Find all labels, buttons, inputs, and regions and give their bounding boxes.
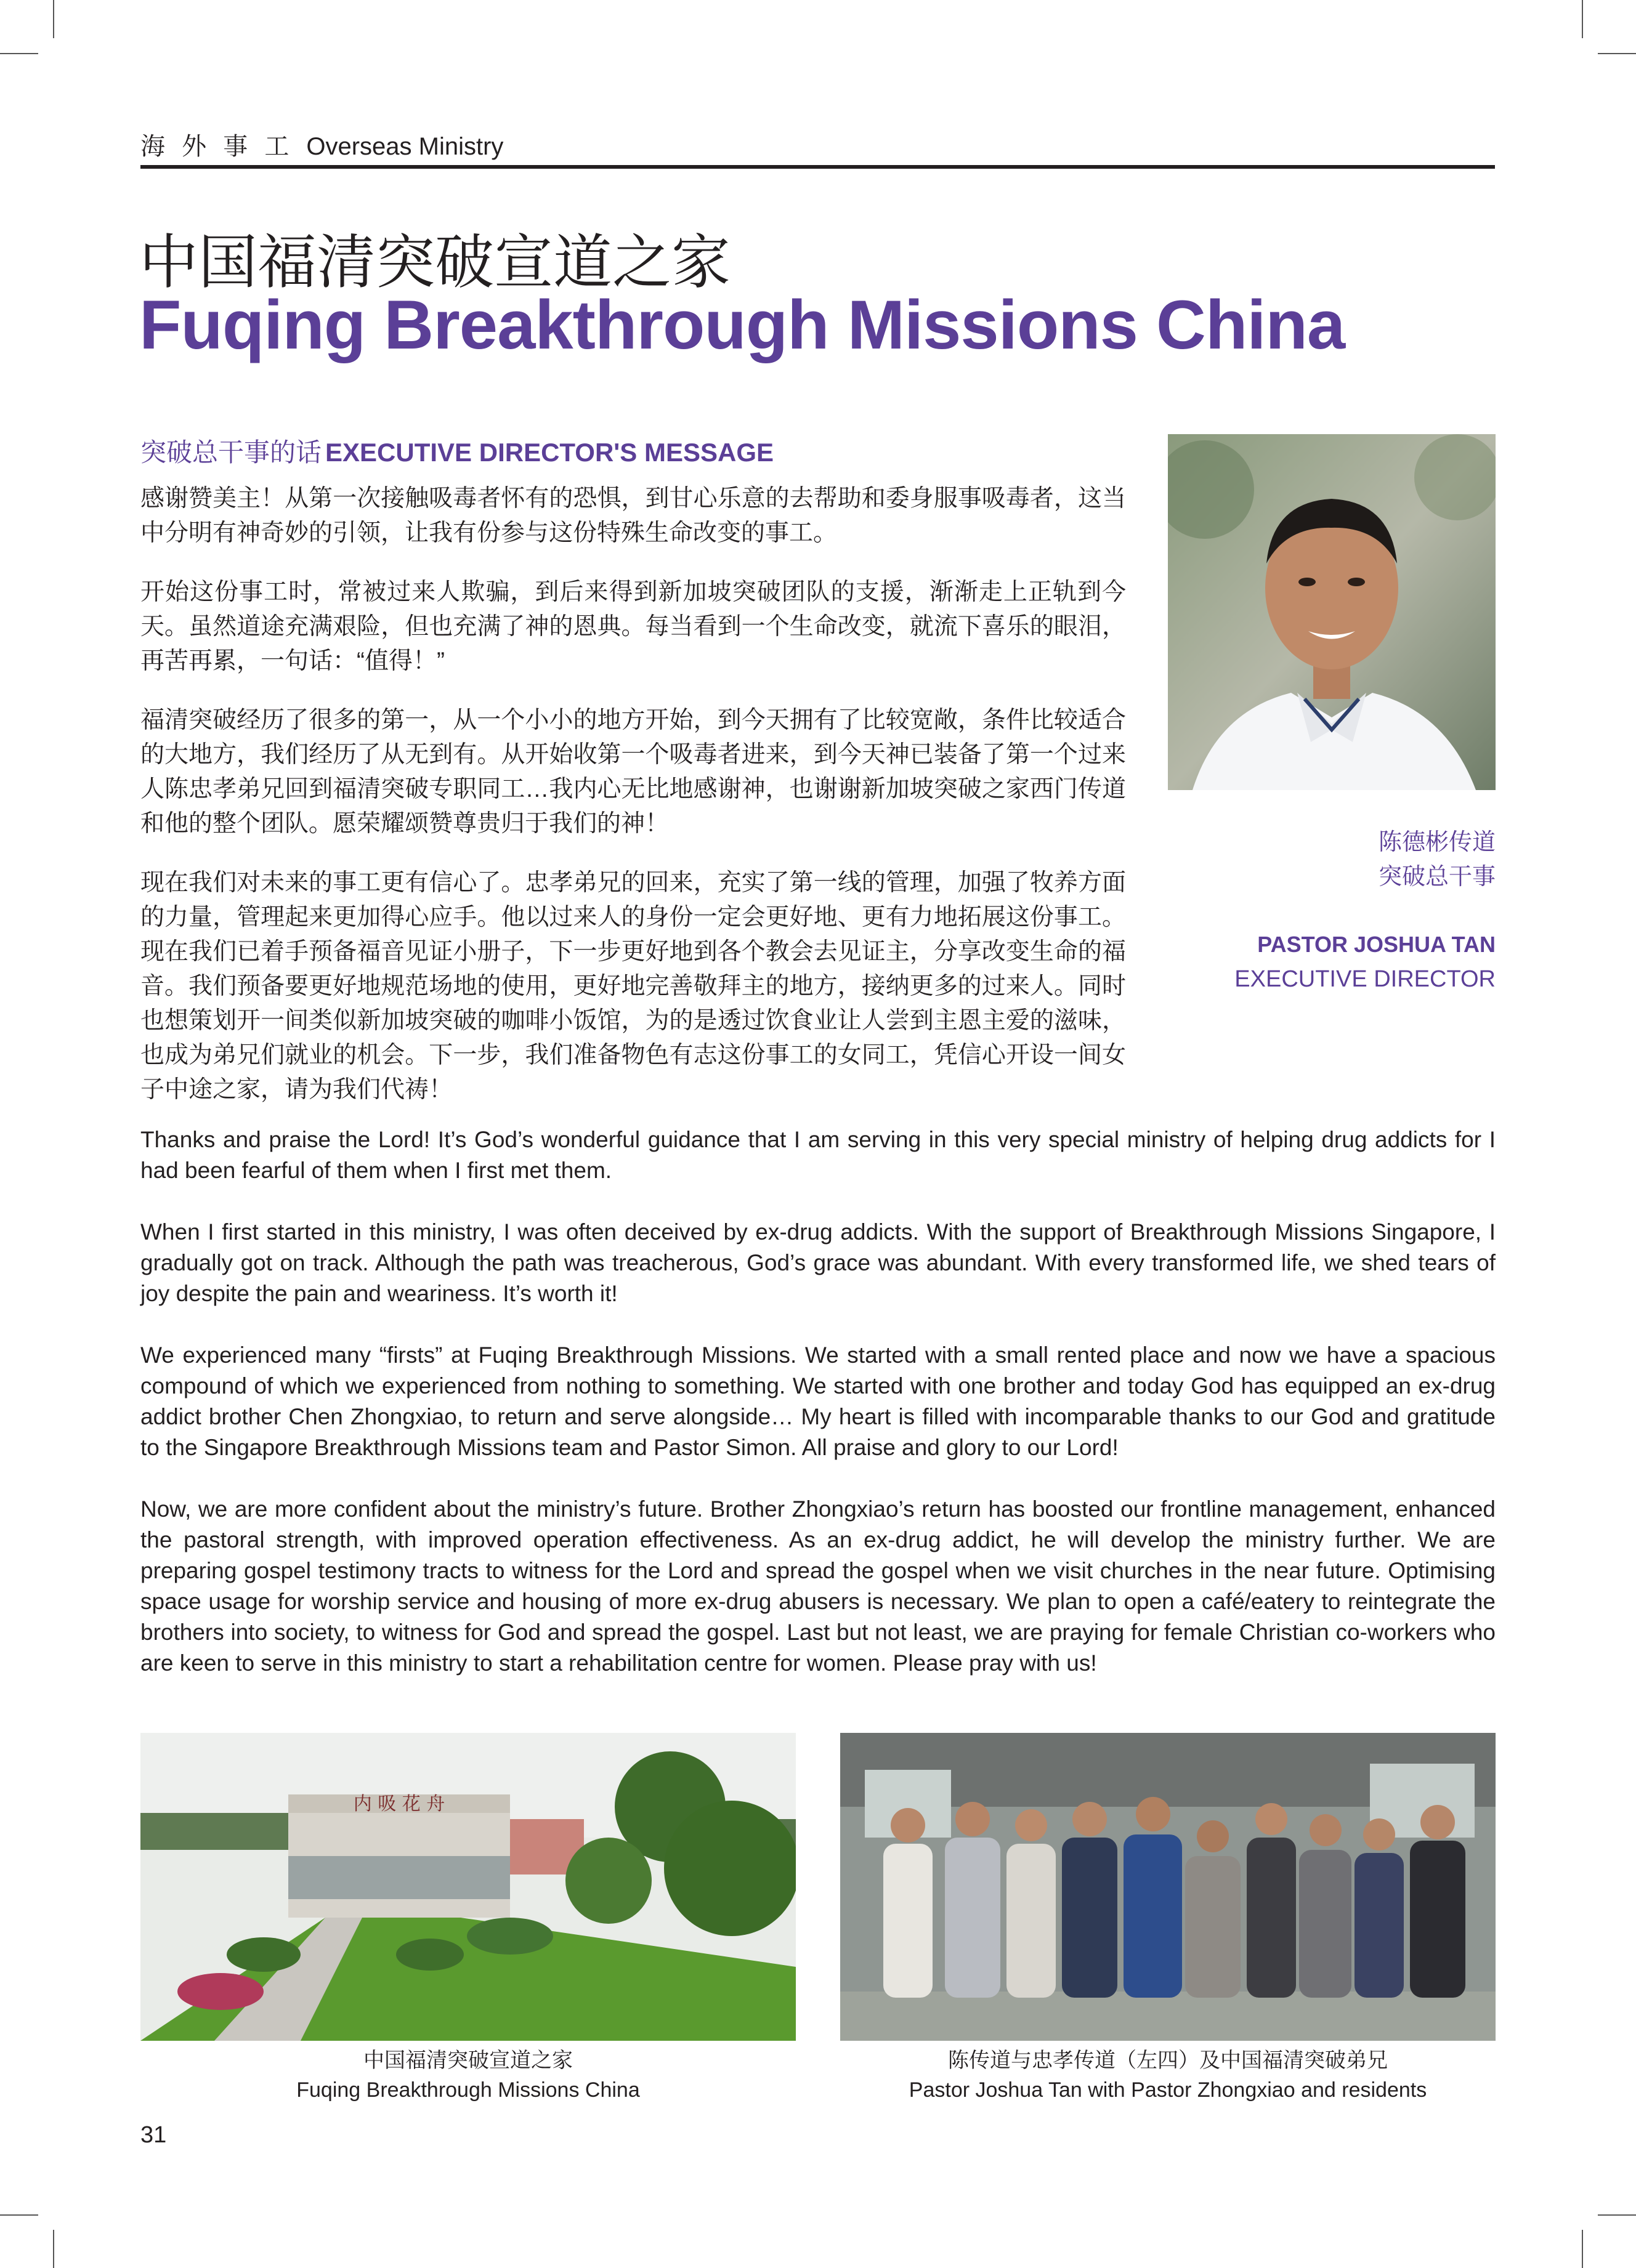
page-title-zh: 中国福清突破宣道之家 <box>139 230 731 296</box>
english-message <box>140 1124 1496 1709</box>
en-paragraph: Now, we are more confident about the ministry’s future. Brother Zhongxiao’s return has boosted our frontline management, enhanced the pastoral strength, with improved operation effectiveness. As an ex-drug addict, he will develop the ministry further. We are preparing gospel testimony tracts to witness for the Lord and spread the gospel when we visit churches in the near future. Optimising space usage for worship service and housing of more ex-drug abusers is necessary. We plan to open a café/eatery to reintegrate the brothers into society, to witness for God and spread the gospel. Last but not least, we are praying for female Christian co-workers who are keen to serve in this ministry to start a rehabilitation centre for women. Please pray with us! <box>140 1496 1496 1676</box>
photo-caption-en: Fuqing Breakthrough Missions China <box>296 2078 640 2102</box>
compound-photo-caption <box>140 2046 796 2105</box>
zh-paragraph: 现在我们对未来的事工更有信心了。忠孝弟兄的回来，充实了第一线的管理，加强了牧养方面的力量，管理起来更加得心应手。他以过来人的身份一定会更好地、更有力地拓展这份事工。现在我们已着手预备福音见证小册子，下一步更好地到各个教会去见证主，分享改变生命的福音。我们预备要更好地规范场地的使用，更好地完善敬拜主的地方，接纳更多的过来人。同时也想策划开一间类似新加坡突破的咖啡小饭馆，为的是透过饮食业让人尝到主恩主爱的滋味，也成为弟兄们就业的机会。下一步，我们准备物色有志这份事工的女同工，凭信心开设一间女子中途之家，请为我们代祷！ <box>140 870 1126 1103</box>
photo-caption-zh: 中国福清突破宣道之家 <box>363 2049 573 2072</box>
header-rule <box>140 165 1495 169</box>
crop-mark <box>53 2230 54 2268</box>
en-paragraph: When I first started in this ministry, I was often deceived by ex-drug addicts. With the support of Breakthrough Missions Singapore, I gradually got on track. Although the path was treacherous, God’s grace was abundant. With every transformed life, we shed tears of joy despite the pain and weariness. It’s worth it! <box>140 1219 1496 1306</box>
chinese-message <box>140 482 1126 1132</box>
compound-photo <box>140 1733 796 2041</box>
crop-mark <box>1598 53 1636 54</box>
photo-caption-zh: 陈传道与忠孝传道（左四）及中国福清突破弟兄 <box>948 2049 1388 2072</box>
crop-mark <box>1582 0 1583 38</box>
section-heading-en: EXECUTIVE DIRECTOR'S MESSAGE <box>325 438 774 467</box>
crop-mark <box>0 2214 38 2216</box>
page-title-en: Fuqing Breakthrough Missions China <box>139 286 1345 363</box>
portrait-illustration <box>1168 434 1496 790</box>
zh-paragraph: 开始这份事工时，常被过来人欺骗，到后来得到新加坡突破团队的支援，渐渐走上正轨到今天。虽然道途充满艰险，但也充满了神的恩典。每当看到一个生命改变，就流下喜乐的眼泪，再苦再累，一句话：“值得！” <box>140 579 1126 674</box>
building-sign: 内 吸 花 舟 <box>353 1793 445 1815</box>
portrait-photo <box>1168 434 1496 790</box>
group-photo <box>840 1733 1496 2041</box>
en-paragraph: We experienced many “firsts” at Fuqing Breakthrough Missions. We started with a small rented place and now we have a spacious compound of which we experienced from nothing to something. We started with one brother and today God has equipped an ex-drug addict brother Chen Zhongxiao, to return and serve alongside… My heart is filled with incomparable thanks to our God and gratitude to the Singapore Breakthrough Missions team and Pastor Simon. All praise and glory to our Lord! <box>140 1342 1496 1460</box>
caption-role-en: EXECUTIVE DIRECTOR <box>1234 966 1496 992</box>
compound-illustration <box>140 1733 796 2041</box>
section-heading <box>140 432 774 469</box>
running-header <box>140 127 1496 162</box>
page-number: 31 <box>140 2122 167 2148</box>
caption-name-en: PASTOR JOSHUA TAN <box>1257 932 1496 957</box>
header-en: Overseas Ministry <box>306 133 504 160</box>
photo-caption-en: Pastor Joshua Tan with Pastor Zhongxiao and residents <box>909 2078 1427 2102</box>
header-zh: 海 外 事 工 <box>140 133 294 160</box>
caption-role-zh: 突破总干事 <box>1378 864 1496 890</box>
caption-name-zh: 陈德彬传道 <box>1378 829 1496 855</box>
crop-mark <box>53 0 54 38</box>
zh-paragraph: 福清突破经历了很多的第一，从一个小小的地方开始，到今天拥有了比较宽敞，条件比较适合的大地方，我们经历了从无到有。从开始收第一个吸毒者进来，到今天神已装备了第一个过来人陈忠孝弟兄回到福清突破专职同工…我内心无比地感谢神，也谢谢新加坡突破之家西门传道和他的整个团队。愿荣耀颂赞尊贵归于我们的神！ <box>140 707 1126 837</box>
group-photo-caption <box>840 2046 1496 2105</box>
portrait-caption <box>1234 825 1496 996</box>
section-heading-zh: 突破总干事的话 <box>140 438 322 467</box>
zh-paragraph: 感谢赞美主！从第一次接触吸毒者怀有的恐惧，到甘心乐意的去帮助和委身服事吸毒者，这当中分明有神奇妙的引领，让我有份参与这份特殊生命改变的事工。 <box>140 485 1126 546</box>
crop-mark <box>0 53 38 54</box>
group-illustration <box>840 1733 1496 2041</box>
en-paragraph: Thanks and praise the Lord! It’s God’s wonderful guidance that I am serving in this very special ministry of helping drug addicts for I had been fearful of them when I first met them. <box>140 1127 1496 1183</box>
crop-mark <box>1598 2214 1636 2216</box>
crop-mark <box>1582 2230 1583 2268</box>
